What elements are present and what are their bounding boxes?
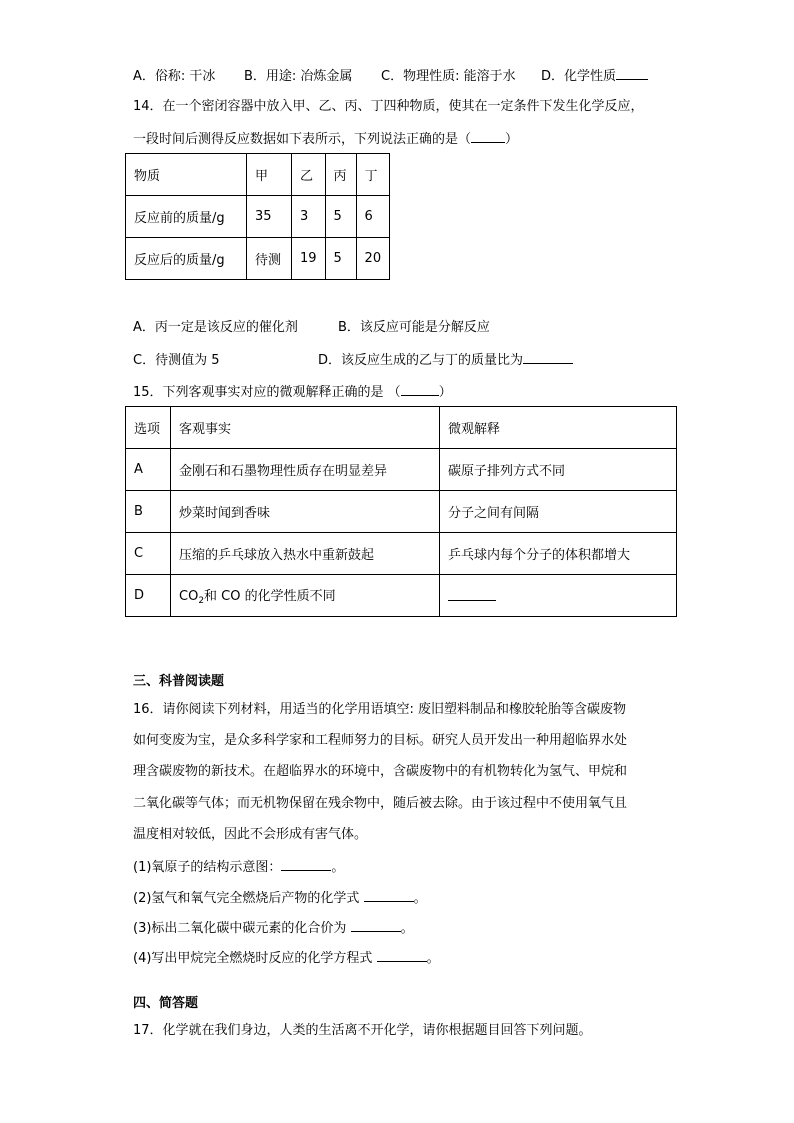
q16-sub1-text: (1)氧原子的结构示意图： <box>133 860 282 875</box>
table-header-cell: 丁 <box>356 154 390 196</box>
q13-option-c: C．物理性质: 能溶于水 <box>381 69 516 84</box>
table-cell: 5 <box>325 238 356 280</box>
q16-sub4-blank <box>377 947 427 962</box>
table-row <box>126 575 677 617</box>
table-header-row <box>126 154 390 196</box>
q16-sub4-end: 。 <box>426 951 440 966</box>
q16-sub1 <box>133 856 344 878</box>
q16-sub1-blank <box>281 856 331 871</box>
table-cell: 3 <box>292 196 326 238</box>
fact-text: 和 CO 的化学性质不同 <box>204 589 336 604</box>
table-cell: D <box>126 575 171 617</box>
table-row <box>126 449 677 491</box>
q16-sub2-end: 。 <box>413 891 427 906</box>
q16-sub2-text: (2)氢气和氧气完全燃烧后产物的化学式 <box>133 891 364 906</box>
table-row <box>126 196 390 238</box>
q16-sub4-text: (4)写出甲烷完全燃烧时反应的化学方程式 <box>133 951 377 966</box>
table-header-cell: 甲 <box>247 154 292 196</box>
table-cell: 反应后的质量/g <box>126 238 247 280</box>
q17-stem: 17．化学就在我们身边，人类的生活离不开化学，请你根据题目回答下列问题。 <box>133 1023 592 1038</box>
q16-sub4 <box>133 947 440 969</box>
q14-options-row1 <box>133 318 490 338</box>
q16-sub3-text: (3)标出二氧化碳中碳元素的化合价为 <box>133 921 351 936</box>
table-cell: 压缩的乒乓球放入热水中重新鼓起 <box>171 533 440 575</box>
q13-option-a: A．俗称: 干冰 <box>133 69 216 84</box>
q14-stem-text: 一段时间后测得反应数据如下表所示，下列说法正确的是（ <box>133 132 472 147</box>
table-cell <box>171 575 440 617</box>
q13-options <box>133 65 648 87</box>
q16-paragraph-line5: 温度相对较低，因此不会形成有害气体。 <box>133 827 368 842</box>
table-cell: 35 <box>247 196 292 238</box>
q16-paragraph-line3: 理含碳废物的新技术。在超临界水的环境中，含碳废物中的有机物转化为氢气、甲烷和 <box>133 764 628 779</box>
q14-option-c: C．待测值为 5 <box>133 353 220 368</box>
q14-mass-table <box>125 153 390 280</box>
q15-stem <box>133 381 452 403</box>
q16-paragraph-line2: 如何变废为宝，是众多科学家和工程师努力的目标。研究人员开发出一种用超临界水处 <box>133 733 628 748</box>
table-header-cell: 选项 <box>126 407 171 449</box>
table-cell: 分子之间有间隔 <box>440 491 677 533</box>
q15-explanation-table <box>125 406 677 617</box>
q14-option-d: D．该反应生成的乙与丁的质量比为 <box>318 353 524 368</box>
q13-option-d: D．化学性质 <box>541 69 617 84</box>
q16-paragraph-line4: 二氧化碳等气体；而无机物保留在残余物中，随后被去除。由于该过程中不使用氧气且 <box>133 796 628 811</box>
q14-option-a: A．丙一定是该反应的催化剂 <box>133 320 298 335</box>
table-row <box>126 491 677 533</box>
table-cell: A <box>126 449 171 491</box>
q14-option-d-blank <box>523 349 573 364</box>
q16-sub3 <box>133 917 414 939</box>
table-cell: 20 <box>356 238 390 280</box>
q16-paragraph-line1: 16．请你阅读下列材料，用适当的化学用语填空: 废旧塑料制品和橡胶轮胎等含碳废物 <box>133 702 627 717</box>
table-header-cell: 乙 <box>292 154 326 196</box>
q15-stem-close: ） <box>438 385 452 400</box>
table-cell: C <box>126 533 171 575</box>
table-cell: 碳原子排列方式不同 <box>440 449 677 491</box>
q13-blank <box>616 65 648 80</box>
q14-stem-line1: 14．在一个密闭容器中放入甲、乙、丙、丁四种物质，使其在一定条件下发生化学反应， <box>133 99 644 114</box>
table-cell: 待测 <box>247 238 292 280</box>
table-header-cell: 丙 <box>325 154 356 196</box>
q16-sub2 <box>133 887 427 909</box>
section3-heading: 三、科普阅读题 <box>133 674 225 689</box>
table-cell: 乒乓球内每个分子的体积都增大 <box>440 533 677 575</box>
q14-option-b: B．该反应可能是分解反应 <box>338 320 490 335</box>
table-cell: 5 <box>325 196 356 238</box>
q13-option-b: B．用途: 冶炼金属 <box>244 69 353 84</box>
table-row <box>126 533 677 575</box>
table-cell <box>440 575 677 617</box>
q16-sub1-end: 。 <box>331 860 345 875</box>
co2-subscript: 2 <box>198 596 205 606</box>
q15-d-blank <box>448 586 496 601</box>
table-cell: 金刚石和石墨物理性质存在明显差异 <box>171 449 440 491</box>
table-row <box>126 238 390 280</box>
table-cell: 19 <box>292 238 326 280</box>
co2-formula: CO <box>179 589 199 604</box>
q15-stem-text: 15．下列客观事实对应的微观解释正确的是 （ <box>133 385 401 400</box>
table-header-cell: 客观事实 <box>171 407 440 449</box>
table-header-cell: 物质 <box>126 154 247 196</box>
table-cell: 6 <box>356 196 390 238</box>
q16-sub2-blank <box>364 887 414 902</box>
q16-sub3-end: 。 <box>400 921 414 936</box>
table-cell: B <box>126 491 171 533</box>
q14-answer-blank <box>471 128 505 143</box>
table-cell: 炒菜时闻到香味 <box>171 491 440 533</box>
q14-options-row2 <box>133 349 573 371</box>
table-header-cell: 微观解释 <box>440 407 677 449</box>
q16-sub3-blank <box>351 917 401 932</box>
section4-heading: 四、简答题 <box>133 996 199 1011</box>
q15-answer-blank <box>401 381 439 396</box>
q14-stem-close: ） <box>505 132 519 147</box>
table-header-row <box>126 407 677 449</box>
table-cell: 反应前的质量/g <box>126 196 247 238</box>
q14-stem-line2 <box>133 128 518 150</box>
